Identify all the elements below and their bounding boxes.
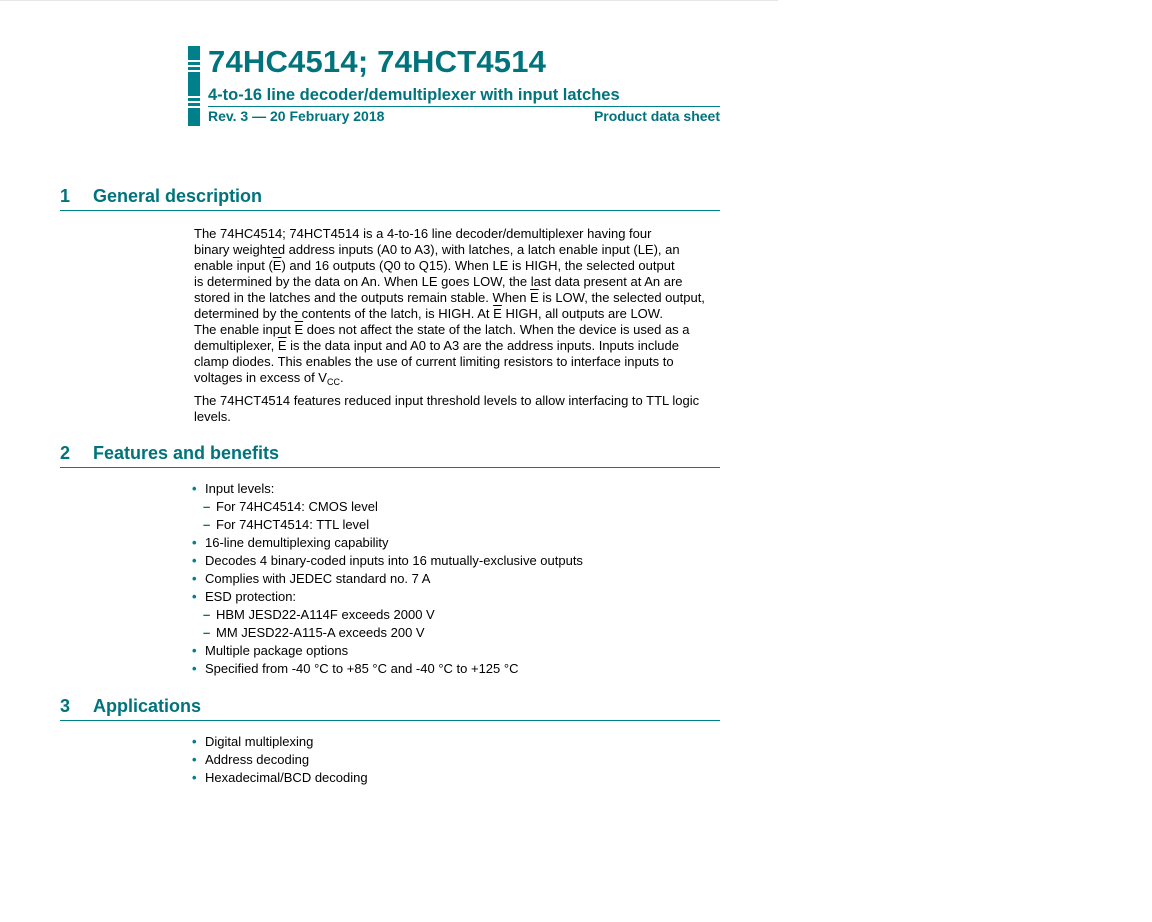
overlined-signal: $\overline{E}$ bbox=[530, 290, 539, 305]
text-line bbox=[194, 242, 724, 258]
document-type-label: Product data sheet bbox=[593, 108, 720, 124]
bullet-item: • Input levels: bbox=[192, 480, 583, 498]
text-line bbox=[194, 274, 724, 290]
section-number: 2 bbox=[60, 443, 71, 463]
text-line bbox=[194, 338, 724, 354]
bullet-item: • Address decoding bbox=[192, 751, 368, 769]
overlined-signal: $\overline{E}$ bbox=[272, 258, 282, 273]
hct-threshold-paragraph bbox=[194, 393, 724, 425]
text-run: . bbox=[339, 370, 344, 385]
section-heading-applications bbox=[60, 696, 720, 721]
overlined-signal: $\overline{E}$ bbox=[277, 338, 287, 353]
text-line bbox=[194, 306, 724, 322]
text-run: HIGH, all outputs are LOW. bbox=[501, 306, 663, 321]
text-run: stored in the latches and the outputs remain stable. When bbox=[194, 290, 531, 305]
text-run: is the data input and A0 to A3 are the address inputs. Inputs include bbox=[286, 338, 679, 353]
text-line bbox=[194, 258, 724, 274]
text-run: does not affect the state of the latch. When the device is used as a bbox=[303, 322, 690, 337]
text-run: is LOW, the selected output, bbox=[538, 290, 705, 305]
revision-label: Rev. 3 — 20 February 2018 bbox=[208, 108, 385, 124]
text-run: voltages in excess of V bbox=[194, 370, 327, 385]
header-accent-bar bbox=[188, 46, 200, 126]
sub-bullet-item: – HBM JESD22-A114F exceeds 2000 V bbox=[192, 606, 583, 624]
document-subtitle: 4-to-16 line decoder/demultiplexer with input latches bbox=[208, 86, 620, 104]
text-line bbox=[194, 226, 724, 242]
text-line: levels. bbox=[194, 409, 231, 424]
bullet-item: • Decodes 4 binary-coded inputs into 16 mutually-exclusive outputs bbox=[192, 552, 583, 570]
section-title: Features and benefits bbox=[93, 443, 280, 463]
text-run: ) and 16 outputs (Q0 to Q15). When LE is HIGH, the selected output bbox=[281, 258, 675, 273]
page-top-edge bbox=[0, 0, 778, 1]
bullet-item: • Multiple package options bbox=[192, 642, 583, 660]
overlined-signal: $\overline{E}$ bbox=[294, 322, 304, 337]
document-header bbox=[188, 44, 720, 126]
text-run: demultiplexer, bbox=[194, 338, 278, 353]
subscript: CC bbox=[326, 377, 340, 387]
section-number: 1 bbox=[60, 186, 71, 206]
bullet-item: • Specified from -40 °C to +85 °C and -40 °C to +125 °C bbox=[192, 660, 583, 678]
text-line bbox=[194, 370, 724, 386]
header-rule bbox=[208, 106, 720, 107]
text-line bbox=[194, 290, 724, 306]
text-run: enable input ( bbox=[194, 258, 273, 273]
text-line: The 74HCT4514 features reduced input threshold levels to allow interfacing to TTL logic bbox=[194, 393, 700, 408]
bullet-item: • Complies with JEDEC standard no. 7 A bbox=[192, 570, 583, 588]
text-line bbox=[194, 354, 724, 370]
general-description-paragraph bbox=[194, 226, 724, 386]
section-title: Applications bbox=[93, 696, 202, 716]
applications-list bbox=[192, 733, 368, 787]
text-line bbox=[194, 322, 724, 338]
section-title: General description bbox=[93, 186, 263, 206]
bullet-item: • ESD protection: bbox=[192, 588, 583, 606]
text-run: determined by the contents of the latch, is HIGH. At bbox=[194, 306, 494, 321]
text-run: The 74HC4514; 74HCT4514 is a 4-to-16 line decoder/demultiplexer having four bbox=[194, 226, 652, 241]
text-run: binary weighted address inputs (A0 to A3), with latches, a latch enable input (LE), an bbox=[194, 242, 680, 257]
features-list bbox=[192, 480, 583, 678]
bullet-item: • 16-line demultiplexing capability bbox=[192, 534, 583, 552]
overlined-signal: $\overline{E}$ bbox=[493, 306, 502, 321]
sub-bullet-item: – MM JESD22-A115-A exceeds 200 V bbox=[192, 624, 583, 642]
text-run: clamp diodes. This enables the use of current limiting resistors to interface inputs to bbox=[194, 354, 674, 369]
sub-bullet-item: – For 74HCT4514: TTL level bbox=[192, 516, 583, 534]
text-run: The enable input bbox=[194, 322, 295, 337]
text-run: is determined by the data on An. When LE goes LOW, the last data present at An are bbox=[194, 274, 683, 289]
bullet-item: • Hexadecimal/BCD decoding bbox=[192, 769, 368, 787]
document-title: 74HC4514; 74HCT4514 bbox=[208, 44, 547, 79]
section-number: 3 bbox=[60, 696, 71, 716]
bullet-item: • Digital multiplexing bbox=[192, 733, 368, 751]
section-heading-features bbox=[60, 443, 720, 468]
sub-bullet-item: – For 74HC4514: CMOS level bbox=[192, 498, 583, 516]
section-heading-general-description bbox=[60, 186, 720, 211]
